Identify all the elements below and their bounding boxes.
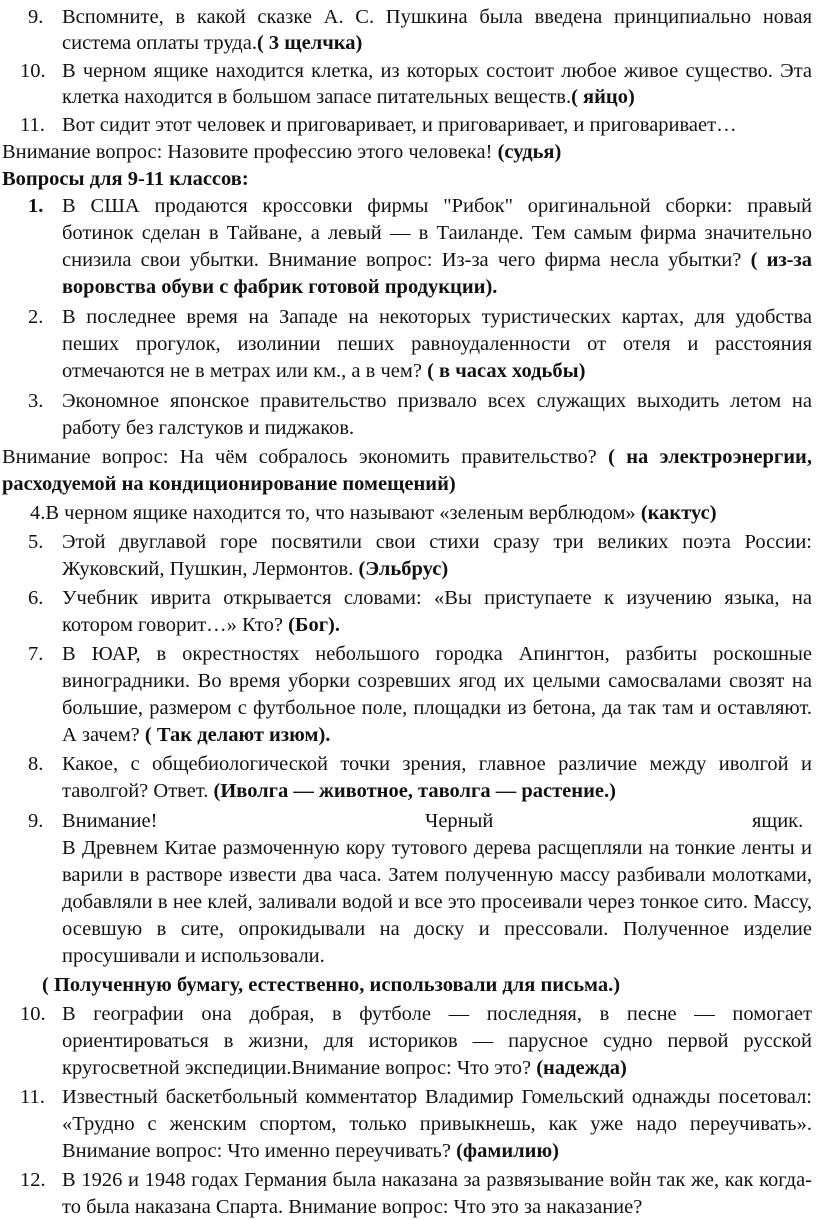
question-line: Внимание вопрос: Назовите профессию этого человека! (судья) bbox=[2, 141, 562, 163]
item-text: таволгой? Ответ. (Иволга — животное, таволга — растение.) bbox=[62, 780, 616, 802]
item-text: Какое, с общебиологической точки зрения, главное различие между иволгой и bbox=[62, 753, 812, 775]
item-number: 2. bbox=[28, 306, 44, 328]
item-text: Вспомните, в какой сказке А. С. Пушкина была введена принципиально новая bbox=[62, 6, 812, 28]
item-text: В ЮАР, в окрестностях небольшого городка Апингтон, разбиты роскошные bbox=[62, 643, 812, 665]
item-number: 9. bbox=[28, 810, 44, 832]
item-text: В США продаются кроссовки фирмы "Рибок" оригинальной сборки: правый bbox=[62, 195, 812, 217]
item-text: Жуковский, Пушкин, Лермонтов. (Эльбрус) bbox=[62, 558, 449, 580]
item-text: просушивали и использовали. bbox=[62, 945, 325, 967]
answer: (надежда) bbox=[536, 1057, 627, 1079]
item-number: 11. bbox=[20, 1086, 45, 1108]
item-number: 7. bbox=[28, 643, 44, 665]
item-text: котором говорит…» Кто? (Бог). bbox=[62, 614, 340, 636]
answer: ( в часах ходьбы) bbox=[427, 360, 586, 382]
item-text: Экономное японское правительство призвало всех служащих выходить летом на bbox=[62, 390, 812, 412]
item-text: отмечаются не в метрах или км., а в чем? ( в часах ходьбы) bbox=[62, 360, 586, 382]
item-text: В географии она добрая, в футболе — последняя, в песне — помогает bbox=[62, 1003, 812, 1025]
item-number: 9. bbox=[28, 6, 44, 28]
answer: ( яйцо) bbox=[571, 86, 635, 108]
item-text: варили в растворе извести два часа. Затем полученную массу разбивали молотками, bbox=[62, 864, 812, 886]
item-text: пеших прогулок, изолинии пеших равноудаленности от отеля и расстояния bbox=[62, 333, 812, 355]
item-text: работу без галстуков и пиджаков. bbox=[62, 417, 355, 439]
item-text: А зачем? ( Так делают изюм). bbox=[62, 724, 331, 746]
answer: расходуемой на кондиционирование помещений) bbox=[2, 473, 456, 495]
item-text: Внимание! bbox=[62, 810, 158, 832]
item-text: осевшую в сите, опрокидывали на доску и прессовали. Полученное изделие bbox=[62, 918, 812, 940]
item-text: то была наказана Спарта. Внимание вопрос: Что это за наказание? bbox=[62, 1196, 643, 1218]
item-text: Черный bbox=[425, 810, 494, 832]
item-text: «Трудно с женским спортом, только привыкнешь, как уже надо переучивать». bbox=[62, 1113, 812, 1135]
item-number: 10. bbox=[20, 60, 46, 82]
item-text: В черном ящике находится клетка, из которых состоит любое живое существо. Эта bbox=[62, 60, 812, 82]
item-text: В последнее время на Западе на некоторых туристических картах, для удобства bbox=[62, 306, 812, 328]
answer: ( Так делают изюм). bbox=[144, 724, 331, 746]
answer: (фамилию) bbox=[456, 1140, 559, 1162]
answer: (Иволга — животное, таволга — растение.) bbox=[213, 780, 616, 802]
answer: ( из-за bbox=[750, 249, 812, 271]
item-number: 11. bbox=[20, 114, 45, 136]
question-line: Внимание вопрос: На чём собралось экономить правительство? ( на электроэнергии, bbox=[2, 446, 812, 468]
item-text: ящик. bbox=[752, 810, 804, 832]
item-text: Учебник иврита открывается словами: «Вы приступаете к изучению языка, на bbox=[62, 587, 812, 609]
item-text: добавляли в нее клей, заливали водой и все это просеивали через тонкое сито. Массу, bbox=[62, 891, 812, 913]
item-number: 3. bbox=[28, 390, 44, 412]
item-text: кругосветной экспедиции.Внимание вопрос: Что это? (надежда) bbox=[62, 1057, 627, 1079]
answer: (кактус) bbox=[640, 502, 717, 524]
item-text: ботинок сделан в Тайване, а левый — в Таиланде. Тем самым фирма значительно bbox=[62, 222, 812, 244]
item-text: Известный баскетбольный комментатор Владимир Гомельский однажды посетовал: bbox=[62, 1086, 812, 1108]
item-text: система оплаты труда.( 3 щелчка) bbox=[62, 32, 363, 54]
item-text: виноградники. Во время уборки созревших ягод их целыми самосвалами свозят на bbox=[62, 670, 812, 692]
answer: (Эльбрус) bbox=[358, 558, 449, 580]
item-text: снизила свои убытки. Внимание вопрос: Из-за чего фирма несла убытки? ( из-за bbox=[62, 249, 812, 271]
item-text: В Древнем Китае размоченную кору тутового дерева расщепляли на тонкие ленты и bbox=[62, 837, 812, 859]
item-number: 5. bbox=[28, 531, 44, 553]
item-text: Этой двуглавой горе посвятили свои стихи сразу три великих поэта России: bbox=[62, 531, 812, 553]
item-number: 1. bbox=[28, 195, 44, 217]
item-text: ориентироваться в жизни, для историков — парусное судно первой русской bbox=[62, 1030, 812, 1052]
answer: ( 3 щелчка) bbox=[256, 32, 363, 54]
section-heading: Вопросы для 9-11 классов: bbox=[2, 168, 249, 190]
item-text: большие, размером с футбольное поле, площадки из бетона, да так там и оставляют. bbox=[62, 697, 812, 719]
item-text: клетка находится в большом запасе питательных веществ.( яйцо) bbox=[62, 86, 635, 108]
answer: воровства обуви с фабрик готовой продукции). bbox=[62, 276, 498, 298]
answer: (судья) bbox=[497, 141, 562, 163]
item-number: 10. bbox=[20, 1003, 46, 1025]
answer: (Бог). bbox=[288, 614, 340, 636]
item-text: 4.В черном ящике находится то, что называют «зеленым верблюдом» (кактус) bbox=[30, 502, 717, 524]
item-text: В 1926 и 1948 годах Германия была наказана за развязывание войн так же, как когда- bbox=[62, 1169, 812, 1191]
answer: ( на электроэнергии, bbox=[608, 446, 812, 468]
item-number: 6. bbox=[28, 587, 44, 609]
item-number: 8. bbox=[28, 753, 44, 775]
item-number: 12. bbox=[20, 1169, 46, 1191]
item-text: Внимание вопрос: Что именно переучивать? (фамилию) bbox=[62, 1140, 559, 1162]
answer: ( Полученную бумагу, естественно, использовали для письма.) bbox=[42, 974, 621, 996]
item-text: Вот сидит этот человек и приговаривает, и приговаривает, и приговаривает… bbox=[62, 114, 737, 136]
